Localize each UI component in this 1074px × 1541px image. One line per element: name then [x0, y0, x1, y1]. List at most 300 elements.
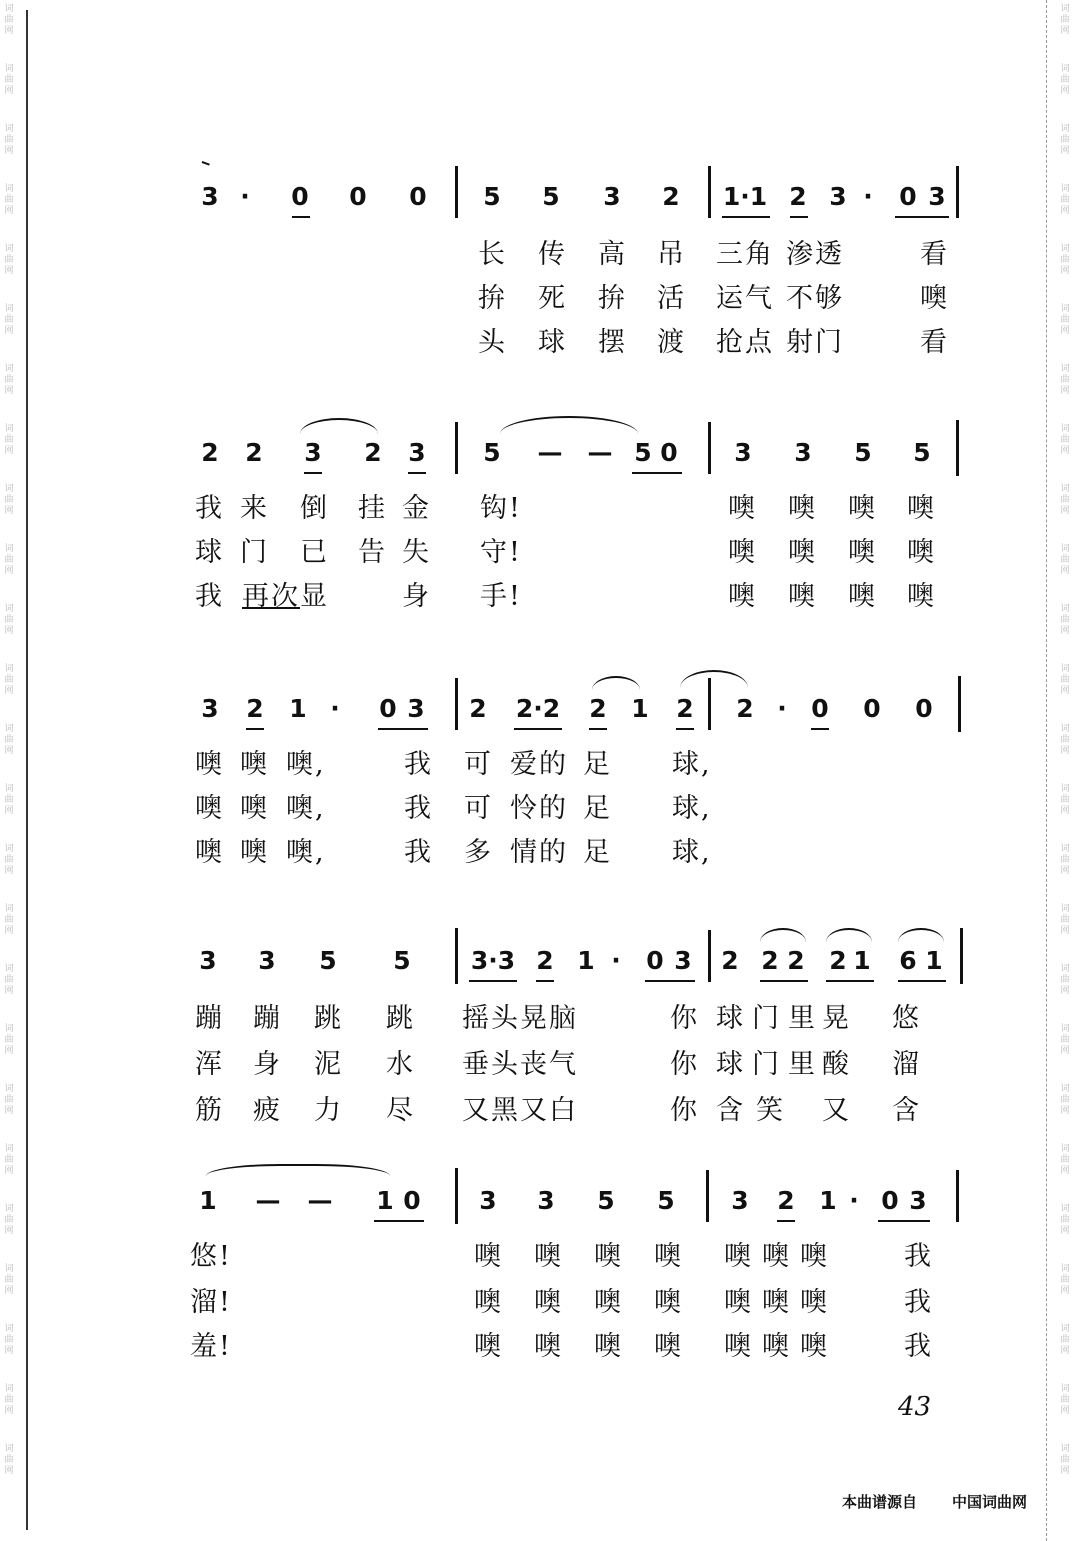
lyric: 球,	[672, 793, 712, 824]
note: 0	[409, 182, 427, 211]
lyric: 足	[583, 837, 612, 868]
watermark-text: 词 曲 网	[1060, 724, 1070, 756]
watermark-text: 词 曲 网	[4, 1084, 14, 1116]
note: 0	[811, 694, 829, 723]
note: 0	[881, 1186, 899, 1215]
lyric: 又	[822, 1095, 851, 1126]
lyric: 吊	[657, 239, 686, 270]
note: 3	[731, 1186, 749, 1215]
lyric-line-3	[0, 836, 1074, 876]
notation-line	[0, 940, 1074, 990]
underline	[895, 216, 949, 218]
note: 0	[646, 946, 664, 975]
note: 0	[899, 182, 917, 211]
lyric: 溜!	[190, 1287, 232, 1318]
note: 3	[479, 1186, 497, 1215]
note: 3	[199, 946, 217, 975]
lyric: 酸	[822, 1049, 851, 1080]
lyric: 头	[478, 327, 507, 358]
lyric: 已	[300, 537, 329, 568]
lyric: 噢	[848, 581, 877, 612]
lyric: 疲	[253, 1095, 282, 1126]
note: 3	[734, 438, 752, 467]
notation-line	[0, 176, 1074, 226]
lyric: 噢	[848, 493, 877, 524]
underline	[790, 216, 808, 218]
note: 3	[537, 1186, 555, 1215]
watermark-text: 词 曲 网	[1060, 1084, 1070, 1116]
lyric: 你	[670, 1049, 699, 1080]
lyric: 我	[404, 837, 433, 868]
watermark-text: 词 曲 网	[1060, 604, 1070, 636]
watermark-text: 词 曲 网	[1060, 124, 1070, 156]
watermark-text: 词 曲 网	[4, 1144, 14, 1176]
note: 2	[246, 694, 264, 723]
lyric: 噢	[654, 1241, 683, 1272]
note: 3·3	[470, 946, 516, 975]
barline	[960, 928, 963, 984]
slur	[500, 416, 638, 434]
barline	[706, 1170, 709, 1222]
lyric-line-1	[0, 748, 1074, 788]
watermark-text: 词 曲 网	[4, 1444, 14, 1476]
lyric-line-2	[0, 1286, 1074, 1326]
underline	[777, 1220, 795, 1222]
lyric: 怜的	[510, 793, 568, 824]
barline	[455, 928, 458, 984]
barline	[956, 420, 959, 476]
lyric: 浑	[195, 1049, 224, 1080]
watermark-text: 词 曲 网	[4, 1264, 14, 1296]
underline	[760, 980, 808, 982]
lyric: 手!	[480, 581, 522, 612]
tie	[206, 1164, 390, 1176]
lyric: 三角	[716, 239, 774, 270]
lyric: 噢	[728, 581, 757, 612]
lyric: 门	[240, 537, 269, 568]
underline	[246, 728, 264, 730]
lyric: 噢	[762, 1241, 791, 1272]
underline	[722, 216, 770, 218]
lyric: 长	[478, 239, 507, 270]
slur	[592, 676, 640, 690]
score-system-1	[0, 176, 1074, 376]
lyric: 噢	[594, 1241, 623, 1272]
dot: ·	[863, 182, 873, 211]
dot: ·	[330, 694, 340, 723]
lyric-line-1	[0, 1002, 1074, 1042]
score-system-3	[0, 688, 1074, 878]
note: 2	[736, 694, 754, 723]
underline	[514, 728, 562, 730]
lyric: 噢	[240, 749, 269, 780]
watermark-text: 词 曲 网	[1060, 184, 1070, 216]
barline	[708, 166, 711, 218]
lyric: 爱的	[510, 749, 568, 780]
lyric: 噢	[474, 1241, 503, 1272]
lyric: 你	[670, 1003, 699, 1034]
note: 0	[291, 182, 309, 211]
lyric: 噢	[724, 1241, 753, 1272]
underline	[408, 472, 426, 474]
lyric: 噢	[848, 537, 877, 568]
watermark-text: 词 曲 网	[4, 424, 14, 456]
barline	[958, 676, 961, 732]
lyric: 显	[300, 581, 329, 612]
note: 5	[393, 946, 411, 975]
lyric: 噢	[907, 537, 936, 568]
lyric: 晃	[822, 1003, 851, 1034]
score-system-4	[0, 940, 1074, 1130]
barline	[455, 166, 458, 218]
lyric-line-3	[0, 1094, 1074, 1134]
source-site-link[interactable]: 中国词曲网	[952, 1493, 1028, 1511]
score-system-2	[0, 432, 1074, 622]
underline	[645, 980, 695, 982]
lyric: 死	[538, 283, 567, 314]
note: 2	[589, 694, 607, 723]
dash: —	[587, 438, 613, 467]
note: 0	[660, 438, 678, 467]
lyric: 蹦	[195, 1003, 224, 1034]
score-system-5	[0, 1180, 1074, 1370]
lyric: 含	[892, 1095, 921, 1126]
lyric: 垂头丧气	[462, 1049, 578, 1080]
lyric: 你	[670, 1095, 699, 1126]
note: 3	[794, 438, 812, 467]
note: 1	[853, 946, 871, 975]
note: 1	[376, 1186, 394, 1215]
watermark-text: 词 曲 网	[4, 4, 14, 36]
underline	[811, 728, 829, 730]
lyric: 噢	[534, 1287, 563, 1318]
watermark-text: 词 曲 网	[1060, 364, 1070, 396]
note: 3	[603, 182, 621, 211]
lyric: 球	[195, 537, 224, 568]
lyric: 门	[752, 1049, 781, 1080]
barline	[956, 1170, 959, 1222]
notation-line	[0, 432, 1074, 482]
lyric: 含	[716, 1095, 745, 1126]
lyric: 活	[657, 283, 686, 314]
note: 0	[915, 694, 933, 723]
slur	[898, 928, 944, 942]
lyric: 里	[788, 1049, 817, 1080]
underline	[304, 472, 322, 474]
lyric: 噢	[654, 1331, 683, 1362]
note: 2	[536, 946, 554, 975]
lyric: 身	[402, 581, 431, 612]
barline	[708, 678, 711, 730]
dash: —	[537, 438, 563, 467]
note: 2·2	[515, 694, 561, 723]
watermark-text: 词 曲 网	[1060, 1444, 1070, 1476]
note: 2	[364, 438, 382, 467]
watermark-text: 词 曲 网	[4, 1204, 14, 1236]
note: 1	[199, 1186, 217, 1215]
underline	[632, 472, 682, 474]
note: 0	[403, 1186, 421, 1215]
note: 5	[319, 946, 337, 975]
page-number: 43	[898, 1392, 932, 1422]
lyric: 噢	[800, 1287, 829, 1318]
lyric: 倒	[300, 493, 329, 524]
lyric: 拚	[478, 283, 507, 314]
lyric: 我	[904, 1241, 933, 1272]
lyric: 噢	[594, 1331, 623, 1362]
lyric: 力	[314, 1095, 343, 1126]
lyric: 我	[404, 749, 433, 780]
note: 5	[542, 182, 560, 211]
note: 3	[928, 182, 946, 211]
note: 3	[407, 694, 425, 723]
watermark-text: 词 曲 网	[1060, 424, 1070, 456]
lyric: 球	[716, 1049, 745, 1080]
note: 2	[777, 1186, 795, 1215]
lyric: 跳	[386, 1003, 415, 1034]
notation-line	[0, 688, 1074, 738]
note: 2	[245, 438, 263, 467]
note: 2	[761, 946, 779, 975]
lyric: 看	[920, 239, 949, 270]
watermark-text: 词 曲 网	[1060, 64, 1070, 96]
lyric: 噢	[240, 793, 269, 824]
watermark-text: 词 曲 网	[4, 664, 14, 696]
lyric: 看	[920, 327, 949, 358]
underline	[878, 1220, 930, 1222]
watermark-text: 词 曲 网	[1060, 1144, 1070, 1176]
lyric: 可	[464, 749, 493, 780]
watermark-text: 词 曲 网	[1060, 244, 1070, 276]
lyric: 噢	[240, 837, 269, 868]
watermark-text: 词 曲 网	[4, 544, 14, 576]
watermark-text: 词 曲 网	[1060, 1264, 1070, 1296]
lyric: 又黑又白	[462, 1095, 578, 1126]
lyric: 可	[464, 793, 493, 824]
lyric: 噢	[788, 493, 817, 524]
note: 0	[349, 182, 367, 211]
watermark-text: 词 曲 网	[4, 904, 14, 936]
lyric: 我	[404, 793, 433, 824]
note: 5	[597, 1186, 615, 1215]
lyric: 噢	[762, 1287, 791, 1318]
slur	[300, 418, 378, 434]
lyric: 运气	[716, 283, 774, 314]
lyric: 高	[598, 239, 627, 270]
lyric: 溜	[892, 1049, 921, 1080]
note: 2	[789, 182, 807, 211]
lyric-line-1	[0, 1240, 1074, 1280]
watermark-text: 词 曲 网	[4, 124, 14, 156]
watermark-text: 词 曲 网	[1060, 544, 1070, 576]
lyric-line-3	[0, 1330, 1074, 1370]
lyric: 蹦	[253, 1003, 282, 1034]
note: 3	[304, 438, 322, 467]
note: 6	[899, 946, 917, 975]
watermark-text: 词 曲 网	[1060, 1204, 1070, 1236]
lyric: 噢	[788, 537, 817, 568]
dot: ·	[240, 182, 250, 211]
lyric: 噢	[195, 793, 224, 824]
source-label: 本曲谱源自	[842, 1493, 918, 1511]
lyric: 噢,	[286, 793, 326, 824]
lyric-line-3	[0, 326, 1074, 366]
lyric: 球,	[672, 837, 712, 868]
note: 5	[483, 182, 501, 211]
lyric-line-2	[0, 792, 1074, 832]
slur	[826, 928, 872, 942]
lyric: 不够	[786, 283, 844, 314]
watermark-text: 词 曲 网	[4, 364, 14, 396]
note: 3	[201, 694, 219, 723]
lyric: 里	[788, 1003, 817, 1034]
lyric: 拚	[598, 283, 627, 314]
note: 1	[631, 694, 649, 723]
dot: ·	[611, 946, 621, 975]
dot: ·	[849, 1186, 859, 1215]
lyric: 我	[904, 1287, 933, 1318]
lyric-line-2	[0, 536, 1074, 576]
note: 3	[201, 182, 219, 211]
watermark-text: 词 曲 网	[1060, 304, 1070, 336]
notation-line	[0, 1180, 1074, 1230]
watermark-text: 词 曲 网	[4, 1024, 14, 1056]
lyric-line-1	[0, 238, 1074, 278]
note: 5	[913, 438, 931, 467]
underline	[826, 980, 874, 982]
watermark-text: 词 曲 网	[1060, 844, 1070, 876]
lyric: 射门	[786, 327, 844, 358]
lyric: 足	[583, 793, 612, 824]
lyric: 噢	[534, 1331, 563, 1362]
watermark-text: 词 曲 网	[4, 1324, 14, 1356]
lyric: 筋	[195, 1095, 224, 1126]
phrase-mark	[198, 161, 210, 175]
watermark-text: 词 曲 网	[1060, 784, 1070, 816]
watermark-text: 词 曲 网	[1060, 964, 1070, 996]
lyric: 噢	[920, 283, 949, 314]
lyric: 笑	[756, 1095, 785, 1126]
lyric: 噢,	[286, 837, 326, 868]
lyric: 金	[402, 493, 431, 524]
lyric: 噢	[195, 749, 224, 780]
lyric: 门	[752, 1003, 781, 1034]
note: 5	[634, 438, 652, 467]
underline	[589, 728, 607, 730]
lyric: 水	[386, 1049, 415, 1080]
watermark-text: 词 曲 网	[1060, 904, 1070, 936]
lyric: 失	[402, 537, 431, 568]
lyric: 噢	[195, 837, 224, 868]
watermark-text: 词 曲 网	[4, 244, 14, 276]
note: 5	[854, 438, 872, 467]
barline	[455, 678, 458, 730]
lyric: 噢	[907, 493, 936, 524]
lyric: 我	[195, 493, 224, 524]
note: 1	[819, 1186, 837, 1215]
watermark-text: 词 曲 网	[1060, 4, 1070, 36]
watermark-text: 词 曲 网	[4, 964, 14, 996]
barline	[708, 930, 711, 982]
lyric-line-1	[0, 492, 1074, 532]
dot: ·	[777, 694, 787, 723]
lyric: 挂	[358, 493, 387, 524]
lyric: 球	[538, 327, 567, 358]
watermark-text: 词 曲 网	[4, 1384, 14, 1416]
lyric: 抢点	[716, 327, 774, 358]
watermark-text: 词 曲 网	[4, 484, 14, 516]
lyric: 跳	[314, 1003, 343, 1034]
lyric: 我	[195, 581, 224, 612]
note: 1	[925, 946, 943, 975]
note: 1·1	[722, 182, 768, 211]
watermark-text: 词 曲 网	[4, 844, 14, 876]
barline	[956, 166, 959, 218]
note: 3	[674, 946, 692, 975]
lyric: 摆	[598, 327, 627, 358]
watermark-text: 词 曲 网	[1060, 664, 1070, 696]
lyric: 球	[716, 1003, 745, 1034]
barline	[455, 422, 458, 474]
underline	[374, 1220, 424, 1222]
lyric: 多	[464, 837, 493, 868]
lyric: 摇头晃脑	[462, 1003, 578, 1034]
lyric: 我	[904, 1331, 933, 1362]
lyric: 守!	[480, 537, 522, 568]
note: 0	[379, 694, 397, 723]
slur	[680, 670, 748, 688]
underline	[469, 980, 517, 982]
lyric: 噢	[728, 493, 757, 524]
lyric: 情的	[510, 837, 568, 868]
note: 3	[408, 438, 426, 467]
lyric: 噢	[594, 1287, 623, 1318]
note: 1	[289, 694, 307, 723]
note: 2	[676, 694, 694, 723]
lyric: 噢	[474, 1331, 503, 1362]
note: 3	[909, 1186, 927, 1215]
underline	[292, 216, 310, 218]
lyric: 噢	[762, 1331, 791, 1362]
lyric: 渗透	[786, 239, 844, 270]
watermark-text: 词 曲 网	[4, 784, 14, 816]
lyric: 悠	[892, 1003, 921, 1034]
watermark-text: 词 曲 网	[4, 184, 14, 216]
watermark-text: 词 曲 网	[1060, 1384, 1070, 1416]
note: 3	[829, 182, 847, 211]
barline	[455, 1168, 458, 1224]
note: 2	[721, 946, 739, 975]
dash: —	[307, 1186, 333, 1215]
watermark-text: 词 曲 网	[4, 724, 14, 756]
note: 2	[829, 946, 847, 975]
note: 2	[469, 694, 487, 723]
lyric-line-3	[0, 580, 1074, 620]
barline	[708, 422, 711, 474]
underline	[898, 980, 946, 982]
lyric: 渡	[657, 327, 686, 358]
lyric: 来	[240, 493, 269, 524]
lyric: 足	[583, 749, 612, 780]
lyric: 传	[538, 239, 567, 270]
underline	[378, 728, 428, 730]
lyric: 噢	[724, 1331, 753, 1362]
watermark-text: 词 曲 网	[1060, 1024, 1070, 1056]
lyric: 噢	[907, 581, 936, 612]
watermark-text: 词 曲 网	[1060, 484, 1070, 516]
watermark-text: 词 曲 网	[4, 304, 14, 336]
watermark-text: 词 曲 网	[4, 64, 14, 96]
